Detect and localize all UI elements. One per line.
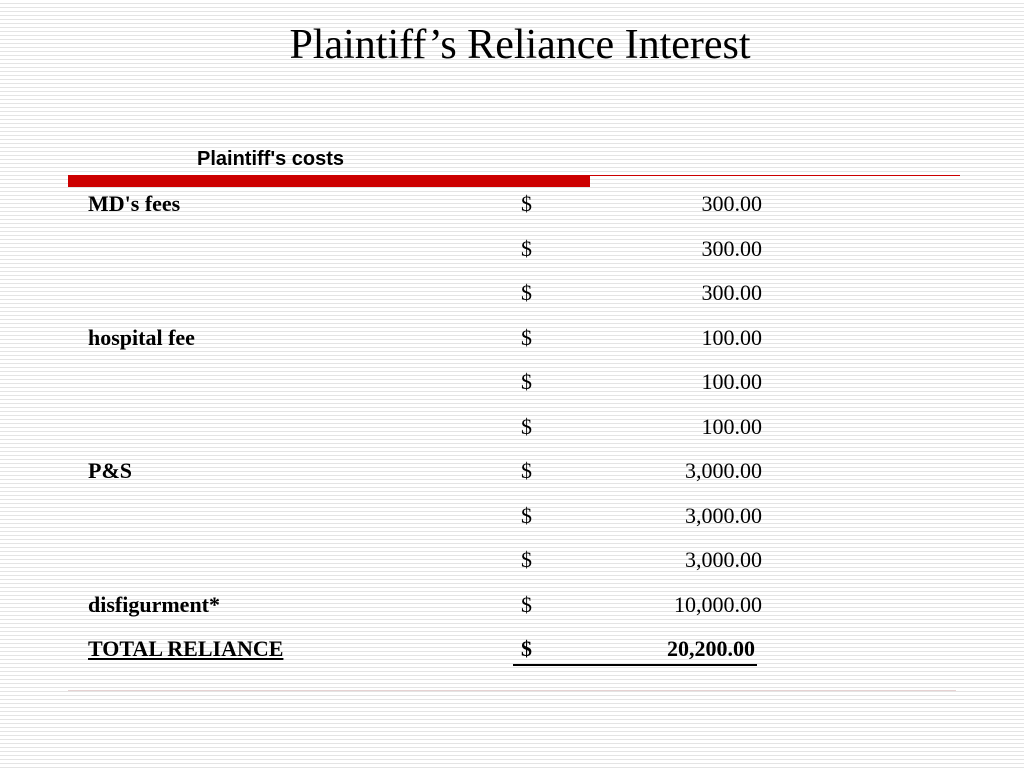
row-currency: $ [521,280,532,305]
row-currency: $ [521,235,532,261]
row-currency: $ [521,547,532,572]
row-currency: $ [521,191,532,216]
row-amount: 100.00 [701,369,762,394]
row-amount: 300.00 [701,280,762,305]
table-row [0,361,1024,406]
table-row [0,450,1024,495]
total-amount-cell [513,634,757,666]
row-label: disfigurment* [88,591,220,617]
costs-table [0,183,1024,673]
row-currency: $ [521,324,532,350]
row-currency: $ [521,458,532,483]
total-currency: $ [521,636,532,661]
row-currency: $ [521,369,532,394]
row-amount: 100.00 [701,324,762,350]
total-amount: 20,200.00 [667,636,755,661]
row-label: P&S [88,458,132,483]
table-row [0,406,1024,451]
total-row [0,628,1024,673]
table-row [0,317,1024,362]
row-amount: 100.00 [701,413,762,439]
row-amount: 300.00 [701,191,762,216]
row-currency: $ [521,502,532,528]
footer-rule [68,690,956,691]
table-row [0,228,1024,273]
row-currency: $ [521,591,532,617]
header-rule-thin [590,175,960,176]
row-amount: 3,000.00 [685,547,762,572]
row-amount: 10,000.00 [674,591,762,617]
row-amount: 3,000.00 [685,502,762,528]
slide-title: Plaintiff’s Reliance Interest [289,22,751,68]
total-label: TOTAL RELIANCE [88,636,284,661]
row-amount: 3,000.00 [685,458,762,483]
table-row [0,183,1024,228]
table-header: Plaintiff's costs [197,148,345,170]
table-row [0,495,1024,540]
row-label: MD's fees [88,191,181,216]
table-row [0,539,1024,584]
row-currency: $ [521,413,532,439]
table-row [0,272,1024,317]
row-label: hospital fee [88,324,195,350]
row-amount: 300.00 [701,235,762,261]
table-row [0,584,1024,629]
